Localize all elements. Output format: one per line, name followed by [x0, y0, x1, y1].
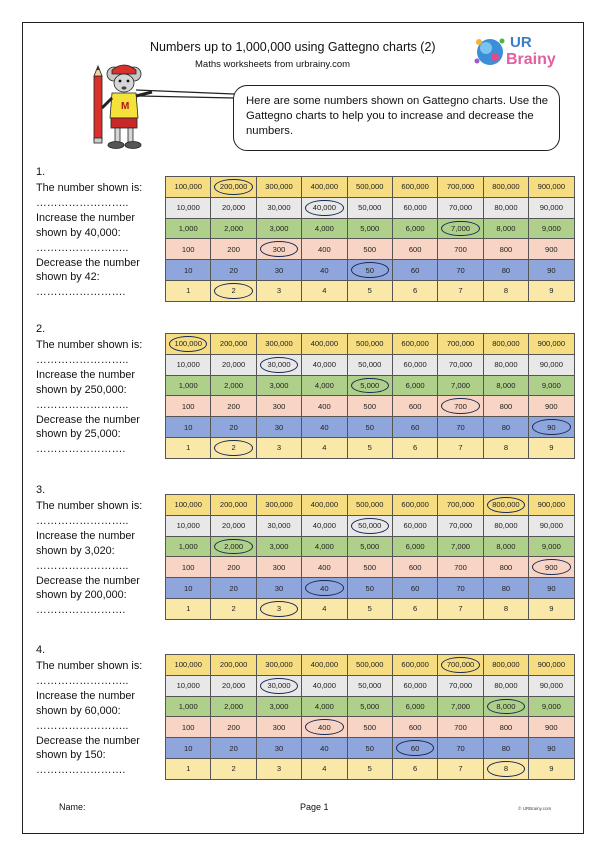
chart-cell: 40,000 [302, 675, 347, 696]
chart-cell: 40,000 [302, 515, 347, 536]
answer-line: …………………….. [36, 559, 129, 572]
instructions-text: Here are some numbers shown on Gattegno charts. Use the Gattegno charts to help you to increase and decrease the numbers. [246, 95, 549, 137]
chart-cell: 300 [256, 396, 301, 417]
chart-cell: 60,000 [392, 515, 437, 536]
chart-cell: 80,000 [483, 354, 528, 375]
chart-cell: 50,000 [347, 675, 392, 696]
chart-cell: 4,000 [302, 218, 347, 239]
chart-cell: 700,000 [438, 334, 483, 355]
chart-cell: 100,000 [166, 655, 211, 676]
chart-cell: 6,000 [392, 536, 437, 557]
mouse-mascot-illustration [88, 62, 238, 154]
answer-line: ……………………. [36, 604, 126, 617]
chart-cell: 7,000 [438, 536, 483, 557]
chart-cell: 60,000 [392, 354, 437, 375]
prompt-line: Increase the number [36, 368, 136, 381]
chart-cell-circled: 60 [392, 738, 437, 759]
answer-line: ……………………. [36, 443, 126, 456]
chart-cell: 60 [392, 417, 437, 438]
chart-row [166, 334, 575, 355]
chart-cell-circled: 30,000 [256, 675, 301, 696]
chart-cell: 500,000 [347, 177, 392, 198]
chart-cell: 1,000 [166, 218, 211, 239]
chart-cell: 7,000 [438, 696, 483, 717]
chart-cell: 600,000 [392, 177, 437, 198]
chart-cell: 3 [256, 437, 301, 458]
prompt-line: shown by 3,020: [36, 544, 115, 557]
chart-cell: 20 [211, 260, 256, 281]
prompt-line: The number shown is: [36, 339, 143, 351]
chart-cell: 4 [302, 598, 347, 619]
prompt-line: Increase the number [36, 689, 136, 702]
chart-cell: 200,000 [211, 334, 256, 355]
chart-cell: 40 [302, 417, 347, 438]
chart-cell: 90,000 [529, 515, 574, 536]
mascot-shirt-letter: M [121, 101, 130, 112]
chart-cell: 600 [392, 239, 437, 260]
chart-cell: 60,000 [392, 675, 437, 696]
chart-cell: 9,000 [529, 696, 574, 717]
chart-cell: 900,000 [529, 177, 574, 198]
answer-line: ……………………. [36, 764, 126, 777]
chart-cell: 500 [347, 717, 392, 738]
prompt-line: shown by 150: [36, 749, 106, 762]
chart-cell-circled: 40,000 [302, 197, 347, 218]
chart-cell: 8 [483, 437, 528, 458]
chart-cell: 2 [211, 758, 256, 779]
chart-cell: 400 [302, 557, 347, 578]
chart-cell-circled: 7,000 [438, 218, 483, 239]
chart-cell: 20,000 [211, 675, 256, 696]
question-4-prompts [36, 659, 166, 778]
chart-cell: 600 [392, 557, 437, 578]
chart-cell: 80,000 [483, 197, 528, 218]
chart-row [166, 177, 575, 198]
chart-row [166, 218, 575, 239]
chart-cell: 7 [438, 437, 483, 458]
chart-cell-circled: 2,000 [211, 536, 256, 557]
chart-row [166, 515, 575, 536]
chart-cell: 10 [166, 738, 211, 759]
chart-cell: 10 [166, 260, 211, 281]
prompt-line: Decrease the number [36, 734, 140, 747]
chart-cell: 400 [302, 396, 347, 417]
chart-cell: 20,000 [211, 197, 256, 218]
chart-cell: 100 [166, 239, 211, 260]
chart-cell-circled: 100,000 [166, 334, 211, 355]
question-1-number: 1. [36, 166, 46, 178]
answer-line: …………………….. [36, 353, 129, 366]
chart-cell-circled: 8 [483, 758, 528, 779]
chart-cell: 1,000 [166, 536, 211, 557]
chart-cell-circled: 90 [529, 417, 574, 438]
chart-row [166, 280, 575, 301]
chart-row [166, 557, 575, 578]
chart-cell-circled: 40 [302, 578, 347, 599]
chart-cell: 400,000 [302, 655, 347, 676]
chart-cell: 900 [529, 396, 574, 417]
chart-cell: 20 [211, 738, 256, 759]
chart-cell: 7 [438, 598, 483, 619]
prompt-line: Increase the number [36, 211, 136, 224]
chart-cell: 8,000 [483, 536, 528, 557]
answer-line: …………………….. [36, 719, 129, 732]
chart-cell: 3 [256, 280, 301, 301]
chart-cell: 300 [256, 557, 301, 578]
question-3-number: 3. [36, 484, 46, 496]
chart-row [166, 696, 575, 717]
chart-row [166, 536, 575, 557]
chart-cell: 900,000 [529, 655, 574, 676]
chart-cell: 1 [166, 758, 211, 779]
chart-cell: 10,000 [166, 675, 211, 696]
chart-cell: 600 [392, 396, 437, 417]
chart-cell: 5 [347, 598, 392, 619]
chart-cell: 400,000 [302, 495, 347, 516]
chart-cell: 800 [483, 239, 528, 260]
chart-cell: 20,000 [211, 515, 256, 536]
chart-cell: 30 [256, 417, 301, 438]
chart-row [166, 655, 575, 676]
chart-cell: 200,000 [211, 655, 256, 676]
chart-cell: 5 [347, 437, 392, 458]
chart-cell: 90,000 [529, 675, 574, 696]
chart-cell: 2,000 [211, 375, 256, 396]
worksheet-title: Numbers up to 1,000,000 using Gattegno charts (2) [150, 40, 436, 54]
chart-cell: 400,000 [302, 334, 347, 355]
chart-cell: 900,000 [529, 495, 574, 516]
chart-cell: 100,000 [166, 495, 211, 516]
chart-cell: 4 [302, 758, 347, 779]
prompt-line: Decrease the number [36, 413, 140, 426]
chart-cell: 200 [211, 717, 256, 738]
chart-cell: 300,000 [256, 177, 301, 198]
chart-cell-circled: 30,000 [256, 354, 301, 375]
chart-cell: 5,000 [347, 536, 392, 557]
chart-cell: 70 [438, 738, 483, 759]
chart-cell: 6 [392, 758, 437, 779]
gattegno-chart [165, 494, 575, 620]
answer-line: ……………………. [36, 286, 126, 299]
chart-cell: 1,000 [166, 696, 211, 717]
chart-cell: 1 [166, 598, 211, 619]
gattegno-chart [165, 333, 575, 459]
chart-cell: 4,000 [302, 375, 347, 396]
chart-cell: 600 [392, 717, 437, 738]
chart-cell: 9 [529, 758, 574, 779]
chart-row [166, 260, 575, 281]
chart-cell: 20 [211, 578, 256, 599]
chart-cell: 500 [347, 557, 392, 578]
chart-cell: 70 [438, 417, 483, 438]
chart-cell: 4 [302, 437, 347, 458]
chart-row [166, 675, 575, 696]
chart-cell: 70 [438, 260, 483, 281]
chart-cell: 3,000 [256, 375, 301, 396]
page-number: Page 1 [300, 802, 329, 812]
chart-row [166, 598, 575, 619]
chart-cell: 500,000 [347, 334, 392, 355]
answer-line: …………………….. [36, 398, 129, 411]
chart-cell-circled: 3 [256, 598, 301, 619]
chart-cell: 60 [392, 260, 437, 281]
chart-cell: 40 [302, 260, 347, 281]
chart-cell: 800,000 [483, 334, 528, 355]
chart-cell: 50,000 [347, 354, 392, 375]
chart-cell: 30 [256, 578, 301, 599]
chart-cell: 4,000 [302, 696, 347, 717]
chart-cell: 60,000 [392, 197, 437, 218]
chart-cell: 9,000 [529, 375, 574, 396]
chart-cell: 40,000 [302, 354, 347, 375]
chart-row [166, 354, 575, 375]
chart-cell: 700,000 [438, 177, 483, 198]
chart-cell: 800 [483, 557, 528, 578]
chart-cell: 100 [166, 396, 211, 417]
chart-cell-circled: 400 [302, 717, 347, 738]
chart-cell-circled: 5,000 [347, 375, 392, 396]
chart-cell: 100 [166, 717, 211, 738]
chart-cell: 80 [483, 417, 528, 438]
chart-cell-circled: 200,000 [211, 177, 256, 198]
prompt-line: shown by 250,000: [36, 383, 127, 396]
chart-cell: 9 [529, 598, 574, 619]
chart-cell: 80,000 [483, 515, 528, 536]
chart-cell: 6,000 [392, 375, 437, 396]
prompt-line: shown by 40,000: [36, 226, 121, 239]
question-2-number: 2. [36, 323, 46, 335]
chart-cell: 5 [347, 758, 392, 779]
chart-cell: 50,000 [347, 197, 392, 218]
answer-line: …………………….. [36, 514, 129, 527]
chart-cell: 800 [483, 717, 528, 738]
chart-cell: 10,000 [166, 515, 211, 536]
chart-row [166, 437, 575, 458]
chart-cell: 200,000 [211, 495, 256, 516]
chart-row [166, 758, 575, 779]
chart-row [166, 417, 575, 438]
chart-cell: 6 [392, 280, 437, 301]
question-3-prompts [36, 499, 166, 618]
chart-cell: 700,000 [438, 495, 483, 516]
chart-cell: 600,000 [392, 495, 437, 516]
chart-cell: 10,000 [166, 197, 211, 218]
chart-cell: 100,000 [166, 177, 211, 198]
chart-cell: 4,000 [302, 536, 347, 557]
chart-cell: 700 [438, 239, 483, 260]
prompt-line: The number shown is: [36, 500, 143, 512]
prompt-line: Decrease the number [36, 256, 140, 269]
chart-cell: 70,000 [438, 354, 483, 375]
chart-cell: 30 [256, 738, 301, 759]
chart-cell: 600,000 [392, 334, 437, 355]
chart-cell: 90 [529, 578, 574, 599]
answer-line: …………………….. [36, 196, 129, 209]
chart-cell-circled: 300 [256, 239, 301, 260]
chart-cell: 7 [438, 758, 483, 779]
chart-cell: 9 [529, 437, 574, 458]
answer-line: …………………….. [36, 241, 129, 254]
chart-cell: 30,000 [256, 197, 301, 218]
chart-cell: 1,000 [166, 375, 211, 396]
chart-cell: 6,000 [392, 696, 437, 717]
chart-cell-circled: 700 [438, 396, 483, 417]
chart-cell: 10 [166, 578, 211, 599]
chart-cell: 400 [302, 239, 347, 260]
chart-cell: 9,000 [529, 218, 574, 239]
chart-cell-circled: 900 [529, 557, 574, 578]
chart-cell: 800,000 [483, 655, 528, 676]
gattegno-chart [165, 176, 575, 302]
chart-cell: 7 [438, 280, 483, 301]
chart-cell-circled: 800,000 [483, 495, 528, 516]
chart-cell: 8 [483, 598, 528, 619]
prompt-line: shown by 42: [36, 271, 100, 284]
logo-text-brainy: Brainy [506, 51, 556, 68]
gattegno-chart [165, 654, 575, 780]
chart-cell: 7,000 [438, 375, 483, 396]
chart-cell: 3,000 [256, 218, 301, 239]
question-4-number: 4. [36, 644, 46, 656]
chart-cell: 2 [211, 598, 256, 619]
chart-cell: 40 [302, 738, 347, 759]
question-1-prompts [36, 181, 166, 300]
chart-cell: 500 [347, 396, 392, 417]
question-2-prompts [36, 338, 166, 457]
chart-cell: 50 [347, 578, 392, 599]
chart-cell: 10,000 [166, 354, 211, 375]
chart-cell: 60 [392, 578, 437, 599]
answer-line: …………………….. [36, 674, 129, 687]
chart-cell: 3,000 [256, 536, 301, 557]
chart-row [166, 717, 575, 738]
chart-cell-circled: 2 [211, 280, 256, 301]
chart-cell: 300,000 [256, 334, 301, 355]
chart-row [166, 197, 575, 218]
chart-cell: 500,000 [347, 655, 392, 676]
chart-cell-circled: 8,000 [483, 696, 528, 717]
chart-cell: 30 [256, 260, 301, 281]
chart-cell-circled: 2 [211, 437, 256, 458]
instructions-speech-bubble [233, 85, 560, 151]
chart-row [166, 239, 575, 260]
chart-cell: 800,000 [483, 177, 528, 198]
chart-cell: 5,000 [347, 696, 392, 717]
chart-cell: 70,000 [438, 675, 483, 696]
chart-cell: 6,000 [392, 218, 437, 239]
chart-cell: 500,000 [347, 495, 392, 516]
chart-cell: 700 [438, 717, 483, 738]
chart-cell: 50 [347, 417, 392, 438]
urbrainy-logo [470, 30, 562, 72]
chart-cell: 600,000 [392, 655, 437, 676]
chart-cell: 80 [483, 578, 528, 599]
chart-cell: 80,000 [483, 675, 528, 696]
chart-cell: 3,000 [256, 696, 301, 717]
chart-cell: 200 [211, 557, 256, 578]
chart-cell: 50 [347, 738, 392, 759]
chart-cell-circled: 50 [347, 260, 392, 281]
chart-cell: 80 [483, 260, 528, 281]
chart-cell-circled: 700,000 [438, 655, 483, 676]
chart-cell: 4 [302, 280, 347, 301]
chart-row [166, 738, 575, 759]
chart-cell: 5,000 [347, 218, 392, 239]
prompt-line: Increase the number [36, 529, 136, 542]
chart-cell: 20 [211, 417, 256, 438]
chart-row [166, 578, 575, 599]
chart-cell: 5 [347, 280, 392, 301]
chart-cell: 500 [347, 239, 392, 260]
chart-cell: 90 [529, 260, 574, 281]
chart-cell: 20,000 [211, 354, 256, 375]
prompt-line: shown by 60,000: [36, 704, 121, 717]
prompt-line: shown by 200,000: [36, 589, 127, 602]
chart-cell: 70,000 [438, 515, 483, 536]
prompt-line: shown by 25,000: [36, 428, 121, 441]
chart-cell: 300,000 [256, 655, 301, 676]
chart-cell: 300,000 [256, 495, 301, 516]
prompt-line: The number shown is: [36, 660, 143, 672]
copyright-notice: © URBrainy.com [518, 806, 552, 811]
chart-cell: 90,000 [529, 354, 574, 375]
chart-cell: 400,000 [302, 177, 347, 198]
chart-cell: 200 [211, 239, 256, 260]
chart-row [166, 396, 575, 417]
chart-cell: 6 [392, 598, 437, 619]
chart-row [166, 375, 575, 396]
logo-text-ur: UR [510, 34, 532, 51]
worksheet-subtitle: Maths worksheets from urbrainy.com [195, 59, 351, 70]
chart-cell: 200 [211, 396, 256, 417]
chart-cell: 30,000 [256, 515, 301, 536]
chart-cell: 8,000 [483, 218, 528, 239]
chart-cell: 70,000 [438, 197, 483, 218]
chart-cell: 8,000 [483, 375, 528, 396]
chart-row [166, 495, 575, 516]
chart-cell: 1 [166, 280, 211, 301]
chart-cell: 6 [392, 437, 437, 458]
name-label: Name: [59, 802, 86, 812]
chart-cell: 2,000 [211, 218, 256, 239]
prompt-line: Decrease the number [36, 574, 140, 587]
chart-cell: 8 [483, 280, 528, 301]
chart-cell: 100 [166, 557, 211, 578]
chart-cell: 3 [256, 758, 301, 779]
chart-cell: 900 [529, 239, 574, 260]
chart-cell: 900 [529, 717, 574, 738]
chart-cell: 1 [166, 437, 211, 458]
chart-cell: 700 [438, 557, 483, 578]
chart-cell: 9,000 [529, 536, 574, 557]
chart-cell: 90,000 [529, 197, 574, 218]
chart-cell: 9 [529, 280, 574, 301]
chart-cell: 900,000 [529, 334, 574, 355]
chart-cell: 80 [483, 738, 528, 759]
chart-cell: 2,000 [211, 696, 256, 717]
chart-cell: 90 [529, 738, 574, 759]
chart-cell: 70 [438, 578, 483, 599]
prompt-line: The number shown is: [36, 182, 143, 194]
chart-cell: 800 [483, 396, 528, 417]
chart-cell-circled: 50,000 [347, 515, 392, 536]
chart-cell: 10 [166, 417, 211, 438]
chart-cell: 300 [256, 717, 301, 738]
